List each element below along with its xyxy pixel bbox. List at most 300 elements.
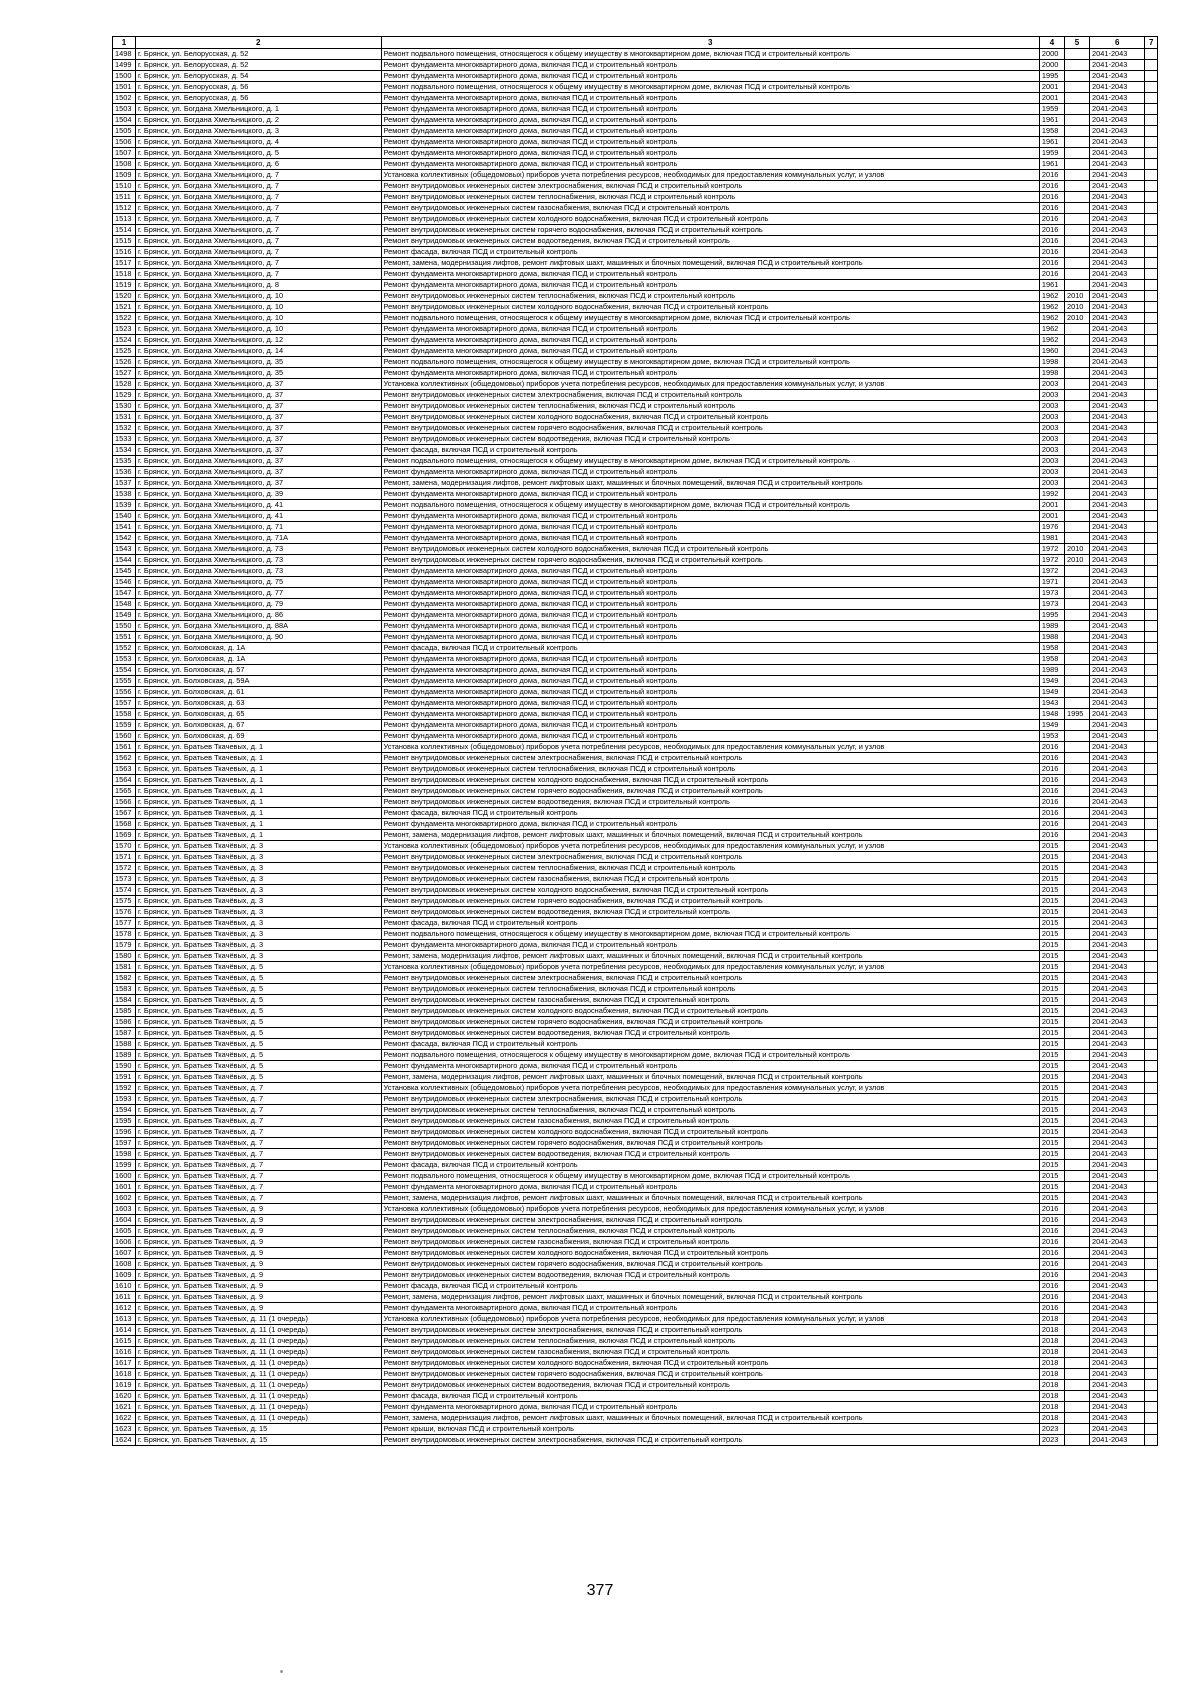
table-cell: 1988 — [1039, 632, 1064, 643]
table-cell — [1064, 60, 1089, 71]
table-cell: Ремонт внутридомовых инженерных систем холодного водоснабжения, включая ПСД и строительный контроль — [381, 412, 1039, 423]
table-cell — [1145, 1347, 1158, 1358]
table-cell: 1585 — [113, 1006, 136, 1017]
table-cell: г. Брянск, ул. Братьев Ткачёвых, д. 7 — [135, 1094, 381, 1105]
table-cell: г. Брянск, ул. Богдана Хмельницкого, д. 77 — [135, 588, 381, 599]
table-cell: г. Брянск, ул. Братьев Ткачевых, д. 11 (1 очередь) — [135, 1336, 381, 1347]
column-header: 2 — [135, 37, 381, 49]
table-cell — [1064, 841, 1089, 852]
table-cell — [1145, 104, 1158, 115]
table-row — [113, 148, 1158, 159]
table-row — [113, 522, 1158, 533]
table-cell: 2015 — [1039, 951, 1064, 962]
table-row — [113, 1017, 1158, 1028]
table-cell: Ремонт внутридомовых инженерных систем холодного водоснабжения, включая ПСД и строительный контроль — [381, 775, 1039, 786]
table-row — [113, 214, 1158, 225]
table-cell — [1145, 302, 1158, 313]
table-cell: 1592 — [113, 1083, 136, 1094]
table-cell: г. Брянск, ул. Богдана Хмельницкого, д. 10 — [135, 302, 381, 313]
table-cell: 2041-2043 — [1090, 467, 1145, 478]
table-cell — [1145, 896, 1158, 907]
table-cell — [1064, 1358, 1089, 1369]
table-cell: 2001 — [1039, 500, 1064, 511]
table-cell — [1145, 973, 1158, 984]
table-cell — [1145, 1105, 1158, 1116]
table-cell: 2041-2043 — [1090, 588, 1145, 599]
table-cell: г. Брянск, ул. Братьев Ткачёвых, д. 3 — [135, 907, 381, 918]
table-cell: г. Брянск, ул. Братьев Ткачёвых, д. 5 — [135, 1028, 381, 1039]
table-cell — [1064, 357, 1089, 368]
table-cell: 2041-2043 — [1090, 731, 1145, 742]
table-cell: г. Брянск, ул. Братьев Ткачевых, д. 1 — [135, 742, 381, 753]
table-cell: 1504 — [113, 115, 136, 126]
table-cell: Ремонт внутридомовых инженерных систем газоснабжения, включая ПСД и строительный контроль — [381, 1116, 1039, 1127]
table-cell: 1583 — [113, 984, 136, 995]
table-cell: г. Брянск, ул. Богдана Хмельницкого, д. 3 — [135, 126, 381, 137]
table-cell: 1586 — [113, 1017, 136, 1028]
table-cell: г. Брянск, ул. Богдана Хмельницкого, д. 73 — [135, 566, 381, 577]
table-row — [113, 621, 1158, 632]
table-cell — [1145, 874, 1158, 885]
table-cell — [1145, 1204, 1158, 1215]
table-cell: г. Брянск, ул. Братьев Ткачевых, д. 11 (1 очередь) — [135, 1325, 381, 1336]
table-cell: Ремонт, замена, модернизация лифтов, ремонт лифтовых шахт, машинных и блочных помещений, включая ПСД и строительный контроль — [381, 1072, 1039, 1083]
table-cell — [1145, 632, 1158, 643]
table-cell: Ремонт, замена, модернизация лифтов, ремонт лифтовых шахт, машинных и блочных помещений, включая ПСД и строительный контроль — [381, 1413, 1039, 1424]
table-cell — [1064, 1259, 1089, 1270]
table-cell: 2041-2043 — [1090, 456, 1145, 467]
table-cell: 2041-2043 — [1090, 390, 1145, 401]
table-cell: 2001 — [1039, 93, 1064, 104]
table-cell: 1588 — [113, 1039, 136, 1050]
table-cell: 1519 — [113, 280, 136, 291]
table-cell: Ремонт фундамента многоквартирного дома, включая ПСД и строительный контроль — [381, 324, 1039, 335]
table-cell: 2041-2043 — [1090, 566, 1145, 577]
table-row — [113, 1006, 1158, 1017]
table-cell: 1553 — [113, 654, 136, 665]
table-cell: 1582 — [113, 973, 136, 984]
table-cell: Ремонт фундамента многоквартирного дома, включая ПСД и строительный контроль — [381, 1061, 1039, 1072]
column-header: 3 — [381, 37, 1039, 49]
table-cell: 1571 — [113, 852, 136, 863]
table-cell: 2041-2043 — [1090, 1006, 1145, 1017]
table-cell: г. Брянск, ул. Богдана Хмельницкого, д. 37 — [135, 445, 381, 456]
table-cell: 2041-2043 — [1090, 885, 1145, 896]
table-cell: г. Брянск, ул. Братьев Ткачевых, д. 11 (1 очередь) — [135, 1314, 381, 1325]
table-cell — [1145, 1292, 1158, 1303]
table-cell — [1064, 203, 1089, 214]
table-cell: Ремонт фундамента многоквартирного дома, включая ПСД и строительный контроль — [381, 60, 1039, 71]
table-header-row — [113, 37, 1158, 49]
table-cell: г. Брянск, ул. Братьев Ткачёвых, д. 7 — [135, 1160, 381, 1171]
table-cell: 2041-2043 — [1090, 1204, 1145, 1215]
table-cell — [1145, 1138, 1158, 1149]
table-cell: 1959 — [1039, 104, 1064, 115]
table-cell: 2041-2043 — [1090, 632, 1145, 643]
table-cell: Ремонт фундамента многоквартирного дома, включая ПСД и строительный контроль — [381, 126, 1039, 137]
table-cell — [1145, 478, 1158, 489]
table-cell: г. Брянск, ул. Братьев Ткачёвых, д. 3 — [135, 841, 381, 852]
table-cell: 2016 — [1039, 1281, 1064, 1292]
table-cell — [1064, 93, 1089, 104]
table-cell: 2000 — [1039, 60, 1064, 71]
table-cell: 2041-2043 — [1090, 280, 1145, 291]
table-cell — [1064, 533, 1089, 544]
table-cell — [1145, 1006, 1158, 1017]
table-row — [113, 1380, 1158, 1391]
table-cell — [1145, 357, 1158, 368]
table-cell: 2041-2043 — [1090, 929, 1145, 940]
table-row — [113, 1149, 1158, 1160]
table-cell — [1064, 1204, 1089, 1215]
table-cell: Ремонт фундамента многоквартирного дома, включая ПСД и строительный контроль — [381, 588, 1039, 599]
table-cell: 2041-2043 — [1090, 368, 1145, 379]
table-cell: 2041-2043 — [1090, 489, 1145, 500]
table-cell — [1064, 1028, 1089, 1039]
table-cell: Ремонт фундамента многоквартирного дома, включая ПСД и строительный контроль — [381, 654, 1039, 665]
table-cell — [1145, 533, 1158, 544]
table-cell: Установка коллективных (общедомовых) приборов учета потребления ресурсов, необходимых для предоставления коммунальных услуг, и узлов — [381, 742, 1039, 753]
table-cell — [1145, 49, 1158, 60]
table-cell — [1145, 489, 1158, 500]
table-cell: 1500 — [113, 71, 136, 82]
table-cell — [1064, 1347, 1089, 1358]
table-cell — [1145, 181, 1158, 192]
table-cell — [1064, 1248, 1089, 1259]
table-row — [113, 93, 1158, 104]
table-cell: 2041-2043 — [1090, 544, 1145, 555]
table-cell: 2041-2043 — [1090, 698, 1145, 709]
table-row — [113, 555, 1158, 566]
table-row — [113, 1061, 1158, 1072]
table-cell: Ремонт внутридомовых инженерных систем горячего водоснабжения, включая ПСД и строительный контроль — [381, 1138, 1039, 1149]
table-cell — [1145, 1358, 1158, 1369]
table-cell: 2003 — [1039, 423, 1064, 434]
table-cell: 1960 — [1039, 346, 1064, 357]
table-cell: Ремонт внутридомовых инженерных систем водоотведения, включая ПСД и строительный контроль — [381, 1380, 1039, 1391]
table-cell: 2041-2043 — [1090, 357, 1145, 368]
table-cell: 2015 — [1039, 874, 1064, 885]
table-cell: 2041-2043 — [1090, 500, 1145, 511]
table-row — [113, 203, 1158, 214]
table-cell: 2041-2043 — [1090, 522, 1145, 533]
table-row — [113, 1303, 1158, 1314]
table-cell: 2041-2043 — [1090, 1281, 1145, 1292]
table-row — [113, 1039, 1158, 1050]
table-cell: 1591 — [113, 1072, 136, 1083]
table-cell: 2015 — [1039, 885, 1064, 896]
table-row — [113, 566, 1158, 577]
table-cell — [1064, 742, 1089, 753]
table-cell — [1145, 929, 1158, 940]
table-cell — [1145, 1017, 1158, 1028]
table-cell: г. Брянск, ул. Богдана Хмельницкого, д. 37 — [135, 478, 381, 489]
table-cell — [1064, 214, 1089, 225]
table-cell: 2041-2043 — [1090, 555, 1145, 566]
table-cell: Ремонт фундамента многоквартирного дома, включая ПСД и строительный контроль — [381, 940, 1039, 951]
table-cell: Ремонт внутридомовых инженерных систем водоотведения, включая ПСД и строительный контроль — [381, 1028, 1039, 1039]
table-cell: Ремонт внутридомовых инженерных систем горячего водоснабжения, включая ПСД и строительный контроль — [381, 555, 1039, 566]
table-cell — [1145, 962, 1158, 973]
table-cell: 1578 — [113, 929, 136, 940]
table-cell: 2003 — [1039, 456, 1064, 467]
table-cell — [1145, 390, 1158, 401]
table-cell: Ремонт подвального помещения, относящегося к общему имуществу в многоквартирном доме, включая ПСД и строительный контроль — [381, 357, 1039, 368]
table-cell: г. Брянск, ул. Братьев Ткачевых, д. 1 — [135, 764, 381, 775]
table-cell: г. Брянск, ул. Братьев Ткачёвых, д. 7 — [135, 1149, 381, 1160]
table-cell: 2041-2043 — [1090, 1094, 1145, 1105]
table-cell — [1064, 808, 1089, 819]
table-cell: 2016 — [1039, 192, 1064, 203]
table-cell: 1972 — [1039, 555, 1064, 566]
table-cell — [1064, 984, 1089, 995]
table-cell: 2041-2043 — [1090, 621, 1145, 632]
table-cell — [1145, 445, 1158, 456]
table-cell: 2003 — [1039, 412, 1064, 423]
table-cell — [1064, 115, 1089, 126]
table-cell: Ремонт, замена, модернизация лифтов, ремонт лифтовых шахт, машинных и блочных помещений, включая ПСД и строительный контроль — [381, 951, 1039, 962]
scan-speck — [280, 1670, 283, 1673]
table-cell: Ремонт подвального помещения, относящегося к общему имуществу в многоквартирном доме, включая ПСД и строительный контроль — [381, 313, 1039, 324]
table-cell: 2041-2043 — [1090, 423, 1145, 434]
table-cell: 2041-2043 — [1090, 1369, 1145, 1380]
table-cell: Ремонт фундамента многоквартирного дома, включая ПСД и строительный контроль — [381, 731, 1039, 742]
table-cell: г. Брянск, ул. Братьев Ткачёвых, д. 5 — [135, 1039, 381, 1050]
table-row — [113, 269, 1158, 280]
table-cell — [1145, 159, 1158, 170]
table-cell: 2018 — [1039, 1402, 1064, 1413]
table-cell — [1145, 1369, 1158, 1380]
table-cell: 1508 — [113, 159, 136, 170]
table-cell: 2041-2043 — [1090, 973, 1145, 984]
table-cell: 1614 — [113, 1325, 136, 1336]
table-cell: Ремонт фасада, включая ПСД и строительный контроль — [381, 1281, 1039, 1292]
table-cell: г. Брянск, ул. Богдана Хмельницкого, д. 1 — [135, 104, 381, 115]
table-cell: 2041-2043 — [1090, 170, 1145, 181]
table-cell — [1064, 1094, 1089, 1105]
table-row — [113, 819, 1158, 830]
table-cell: г. Брянск, ул. Болховская, д. 65 — [135, 709, 381, 720]
table-row — [113, 984, 1158, 995]
table-row — [113, 511, 1158, 522]
table-row — [113, 258, 1158, 269]
table-cell: 2016 — [1039, 819, 1064, 830]
table-row — [113, 467, 1158, 478]
table-cell: 1972 — [1039, 566, 1064, 577]
table-cell: Ремонт фундамента многоквартирного дома, включая ПСД и строительный контроль — [381, 489, 1039, 500]
table-cell — [1145, 731, 1158, 742]
table-cell: 2041-2043 — [1090, 434, 1145, 445]
table-cell: 2023 — [1039, 1435, 1064, 1446]
table-cell — [1064, 687, 1089, 698]
table-cell: 1962 — [1039, 291, 1064, 302]
table-cell — [1064, 621, 1089, 632]
table-cell — [1145, 126, 1158, 137]
table-cell: 1513 — [113, 214, 136, 225]
table-cell — [1064, 1006, 1089, 1017]
table-row — [113, 115, 1158, 126]
table-cell: 1610 — [113, 1281, 136, 1292]
table-cell: Ремонт внутридомовых инженерных систем газоснабжения, включая ПСД и строительный контроль — [381, 874, 1039, 885]
table-row — [113, 995, 1158, 1006]
table-cell: Ремонт внутридомовых инженерных систем водоотведения, включая ПСД и строительный контроль — [381, 1149, 1039, 1160]
table-cell: 1551 — [113, 632, 136, 643]
table-cell — [1064, 874, 1089, 885]
table-cell: 1531 — [113, 412, 136, 423]
table-cell — [1064, 434, 1089, 445]
table-cell: 2041-2043 — [1090, 258, 1145, 269]
table-cell — [1145, 1127, 1158, 1138]
table-cell — [1145, 291, 1158, 302]
table-cell — [1064, 786, 1089, 797]
table-cell — [1145, 346, 1158, 357]
table-row — [113, 1424, 1158, 1435]
table-cell — [1145, 577, 1158, 588]
table-cell: 2015 — [1039, 1006, 1064, 1017]
table-row — [113, 401, 1158, 412]
table-cell — [1064, 830, 1089, 841]
table-cell: 1527 — [113, 368, 136, 379]
table-cell: 2003 — [1039, 467, 1064, 478]
table-row — [113, 665, 1158, 676]
table-cell — [1064, 1182, 1089, 1193]
table-cell: 2041-2043 — [1090, 93, 1145, 104]
table-cell — [1145, 753, 1158, 764]
table-cell: 1560 — [113, 731, 136, 742]
table-cell: 2041-2043 — [1090, 247, 1145, 258]
table-cell: Ремонт внутридомовых инженерных систем холодного водоснабжения, включая ПСД и строительный контроль — [381, 1127, 1039, 1138]
table-cell: 2015 — [1039, 1160, 1064, 1171]
table-cell: 2041-2043 — [1090, 654, 1145, 665]
table-cell — [1145, 720, 1158, 731]
table-cell — [1145, 984, 1158, 995]
table-cell: г. Брянск, ул. Болховская, д. 57 — [135, 665, 381, 676]
table-cell — [1064, 500, 1089, 511]
table-row — [113, 1072, 1158, 1083]
table-row — [113, 82, 1158, 93]
table-cell: 1998 — [1039, 368, 1064, 379]
table-cell — [1064, 159, 1089, 170]
table-row — [113, 830, 1158, 841]
table-cell: Ремонт внутридомовых инженерных систем водоотведения, включая ПСД и строительный контроль — [381, 797, 1039, 808]
column-header: 6 — [1090, 37, 1145, 49]
table-cell: 1514 — [113, 225, 136, 236]
table-cell — [1064, 247, 1089, 258]
table-cell — [1064, 1402, 1089, 1413]
table-cell: 2041-2043 — [1090, 753, 1145, 764]
table-cell: 2015 — [1039, 852, 1064, 863]
table-cell: Ремонт фундамента многоквартирного дома, включая ПСД и строительный контроль — [381, 269, 1039, 280]
table-cell — [1145, 654, 1158, 665]
table-cell: 2041-2043 — [1090, 1028, 1145, 1039]
table-cell: Ремонт фундамента многоквартирного дома, включая ПСД и строительный контроль — [381, 93, 1039, 104]
table-cell: 1943 — [1039, 698, 1064, 709]
table-cell — [1145, 819, 1158, 830]
table-cell: Ремонт внутридомовых инженерных систем водоотведения, включая ПСД и строительный контроль — [381, 1270, 1039, 1281]
table-row — [113, 313, 1158, 324]
table-cell: 1515 — [113, 236, 136, 247]
table-cell: 1613 — [113, 1314, 136, 1325]
table-cell: 1557 — [113, 698, 136, 709]
table-cell — [1064, 511, 1089, 522]
table-cell: 1948 — [1039, 709, 1064, 720]
table-row — [113, 775, 1158, 786]
table-cell: 1601 — [113, 1182, 136, 1193]
column-header: 1 — [113, 37, 136, 49]
table-cell: 1976 — [1039, 522, 1064, 533]
table-cell: 2041-2043 — [1090, 819, 1145, 830]
table-row — [113, 1281, 1158, 1292]
table-cell — [1145, 566, 1158, 577]
table-cell — [1064, 324, 1089, 335]
table-row — [113, 60, 1158, 71]
table-cell: 1506 — [113, 137, 136, 148]
table-cell: 2041-2043 — [1090, 82, 1145, 93]
table-cell: 2041-2043 — [1090, 401, 1145, 412]
table-cell: 1594 — [113, 1105, 136, 1116]
table-cell: г. Брянск, ул. Белорусская, д. 54 — [135, 71, 381, 82]
table-row — [113, 588, 1158, 599]
table-cell — [1064, 335, 1089, 346]
table-row — [113, 929, 1158, 940]
table-cell: 1959 — [1039, 148, 1064, 159]
table-cell: Ремонт внутридомовых инженерных систем электроснабжения, включая ПСД и строительный контроль — [381, 852, 1039, 863]
table-cell: 2016 — [1039, 203, 1064, 214]
table-cell: 2015 — [1039, 962, 1064, 973]
table-cell: Ремонт подвального помещения, относящегося к общему имуществу в многоквартирном доме, включая ПСД и строительный контроль — [381, 82, 1039, 93]
table-row — [113, 786, 1158, 797]
table-cell: г. Брянск, ул. Богдана Хмельницкого, д. 71А — [135, 533, 381, 544]
table-row — [113, 1259, 1158, 1270]
table-cell: 1536 — [113, 467, 136, 478]
table-cell: 2016 — [1039, 775, 1064, 786]
table-cell — [1064, 192, 1089, 203]
table-cell: 1971 — [1039, 577, 1064, 588]
table-cell: 2015 — [1039, 1138, 1064, 1149]
table-cell: г. Брянск, ул. Братьев Ткачевых, д. 9 — [135, 1215, 381, 1226]
table-cell: 2041-2043 — [1090, 115, 1145, 126]
table-cell: 1507 — [113, 148, 136, 159]
table-cell — [1145, 324, 1158, 335]
table-cell: г. Брянск, ул. Братьев Ткачёвых, д. 5 — [135, 1006, 381, 1017]
table-cell: Ремонт фундамента многоквартирного дома, включая ПСД и строительный контроль — [381, 709, 1039, 720]
table-cell: 2041-2043 — [1090, 335, 1145, 346]
table-cell: Ремонт подвального помещения, относящегося к общему имуществу в многоквартирном доме, включая ПСД и строительный контроль — [381, 456, 1039, 467]
table-cell — [1145, 940, 1158, 951]
table-cell: г. Брянск, ул. Братьев Ткачевых, д. 11 (1 очередь) — [135, 1358, 381, 1369]
table-row — [113, 1270, 1158, 1281]
table-cell: Ремонт, замена, модернизация лифтов, ремонт лифтовых шахт, машинных и блочных помещений, включая ПСД и строительный контроль — [381, 1193, 1039, 1204]
table-row — [113, 302, 1158, 313]
table-cell — [1064, 665, 1089, 676]
table-cell — [1145, 93, 1158, 104]
table-row — [113, 577, 1158, 588]
table-cell: 2041-2043 — [1090, 1292, 1145, 1303]
table-cell: 2041-2043 — [1090, 720, 1145, 731]
table-cell: 2041-2043 — [1090, 1149, 1145, 1160]
table-row — [113, 951, 1158, 962]
table-cell — [1145, 247, 1158, 258]
table-cell — [1064, 940, 1089, 951]
table-cell: Ремонт внутридомовых инженерных систем горячего водоснабжения, включая ПСД и строительный контроль — [381, 423, 1039, 434]
table-cell — [1145, 1413, 1158, 1424]
table-cell: г. Брянск, ул. Белорусская, д. 52 — [135, 49, 381, 60]
table-cell — [1145, 885, 1158, 896]
table-cell: 2001 — [1039, 511, 1064, 522]
table-cell — [1064, 1039, 1089, 1050]
table-cell: 2015 — [1039, 1083, 1064, 1094]
table-cell: 2003 — [1039, 478, 1064, 489]
